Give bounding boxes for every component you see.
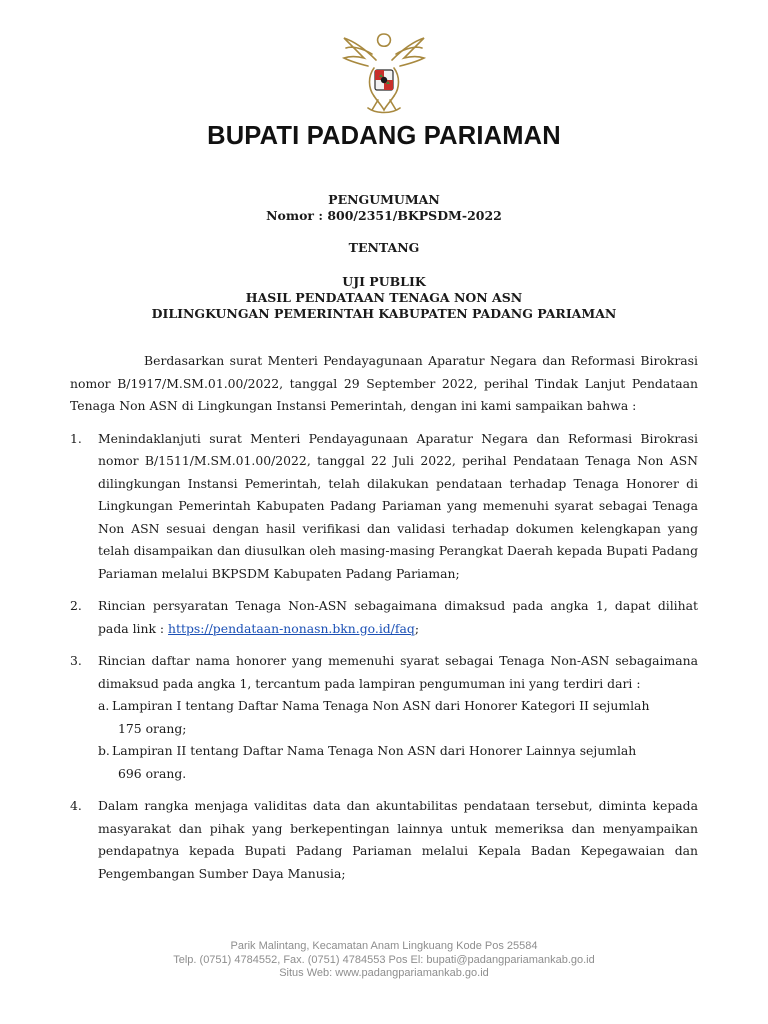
subject-line-2: HASIL PENDATAAN TENAGA NON ASN <box>245 290 523 305</box>
item-text-end: ; <box>414 620 420 636</box>
agency-title: BUPATI PADANG PARIAMAN <box>207 122 561 150</box>
document-number: Nomor : 800/2351/BKPSDM-2022 <box>266 208 502 223</box>
sub-item-label: a. <box>98 698 110 713</box>
list-item <box>70 595 698 640</box>
list-item <box>70 428 698 586</box>
intro-paragraph: Berdasarkan surat Menteri Pendayagunaan Aparatur Negara dan Reformasi Birokrasi nomor B/1917/M.SM.01.00/2022, tanggal 29 September 2022, perihal Tindak Lanjut Pendataan Tenaga Non ASN di Lingkungan Instansi Pemerintah, dengan ini kami sampaikan bahwa : <box>70 353 698 413</box>
announcement-body <box>70 350 698 895</box>
list-item <box>70 650 698 785</box>
item-text: Rincian daftar nama honorer yang memenuhi syarat sebagai Tenaga Non-ASN sebagaimana dimaksud pada angka 1, tercantum pada lampiran pengumuman ini yang terdiri dari : <box>98 653 698 691</box>
garuda-pancasila-emblem <box>338 28 430 122</box>
item-text: Menindaklanjuti surat Menteri Pendayagunaan Aparatur Negara dan Reformasi Birokrasi nomor B/1511/M.SM.01.00/2022, tanggal 22 Juli 2022, perihal Pendataan Tenaga Non ASN dilingkungan Instansi Pemerintah, telah dilakukan pendataan terhadap Tenaga Honorer di Lingkungan Pemerintah Kabupaten Padang Pariaman yang memenuhi syarat sebagai Tenaga Non ASN sesuai dengan hasil verifikasi dan validasi terhadap dokumen kelengkapan yang telah disampaikan dan diusulkan oleh masing-masing Perangkat Daerah kepada Bupati Padang Pariaman melalui BKPSDM Kabupaten Padang Pariaman; <box>98 430 698 581</box>
footer-website: Situs Web: www.padangpariamankab.go.id <box>279 967 489 979</box>
sub-item-text: Lampiran II tentang Daftar Nama Tenaga Non ASN dari Honorer Lainnya sejumlah <box>112 743 637 758</box>
sub-item-count: 175 orang; <box>118 720 187 736</box>
item-text: Rincian persyaratan Tenaga Non-ASN sebagaimana dimaksud pada angka 1, dapat dilihat pada link : <box>98 598 698 636</box>
document-heading <box>0 192 768 322</box>
sub-item <box>98 695 698 740</box>
list-item <box>70 795 698 885</box>
footer-contact: Telp. (0751) 4784552, Fax. (0751) 4784553 Pos El: bupati@padangpariamankab.go.id <box>173 953 595 966</box>
letter-footer <box>0 940 768 981</box>
about-label: TENTANG <box>348 240 420 255</box>
sub-item-text: Lampiran I tentang Daftar Nama Tenaga Non ASN dari Honorer Kategori II sejumlah <box>112 698 650 713</box>
sub-item-label: b. <box>98 743 110 758</box>
item-text: Dalam rangka menjaga validitas data dan akuntabilitas pendataan tersebut, diminta kepada masyarakat dan pihak yang berkepentingan lainnya untuk memeriksa dan menyampaikan pendapatnya kepada Bupati Padang Pariaman melalui Kepala Badan Kepegawaian dan Pengembangan Sumber Daya Manusia; <box>98 798 698 881</box>
sub-item-count: 696 orang. <box>118 765 187 781</box>
item-number: 4. <box>70 798 82 813</box>
document-type: PENGUMUMAN <box>328 192 440 207</box>
item-number: 2. <box>70 598 82 613</box>
subject-line-3: DILINGKUNGAN PEMERINTAH KABUPATEN PADANG PARIAMAN <box>151 306 617 321</box>
item-number: 1. <box>70 430 82 446</box>
sub-item <box>98 740 698 785</box>
item-number: 3. <box>70 653 82 668</box>
footer-address: Parik Malintang, Kecamatan Anam Lingkuang Kode Pos 25584 <box>230 940 538 952</box>
faq-link[interactable]: https://pendataan-nonasn.bkn.go.id/faq <box>168 620 415 636</box>
subject-line-1: UJI PUBLIK <box>342 274 426 289</box>
